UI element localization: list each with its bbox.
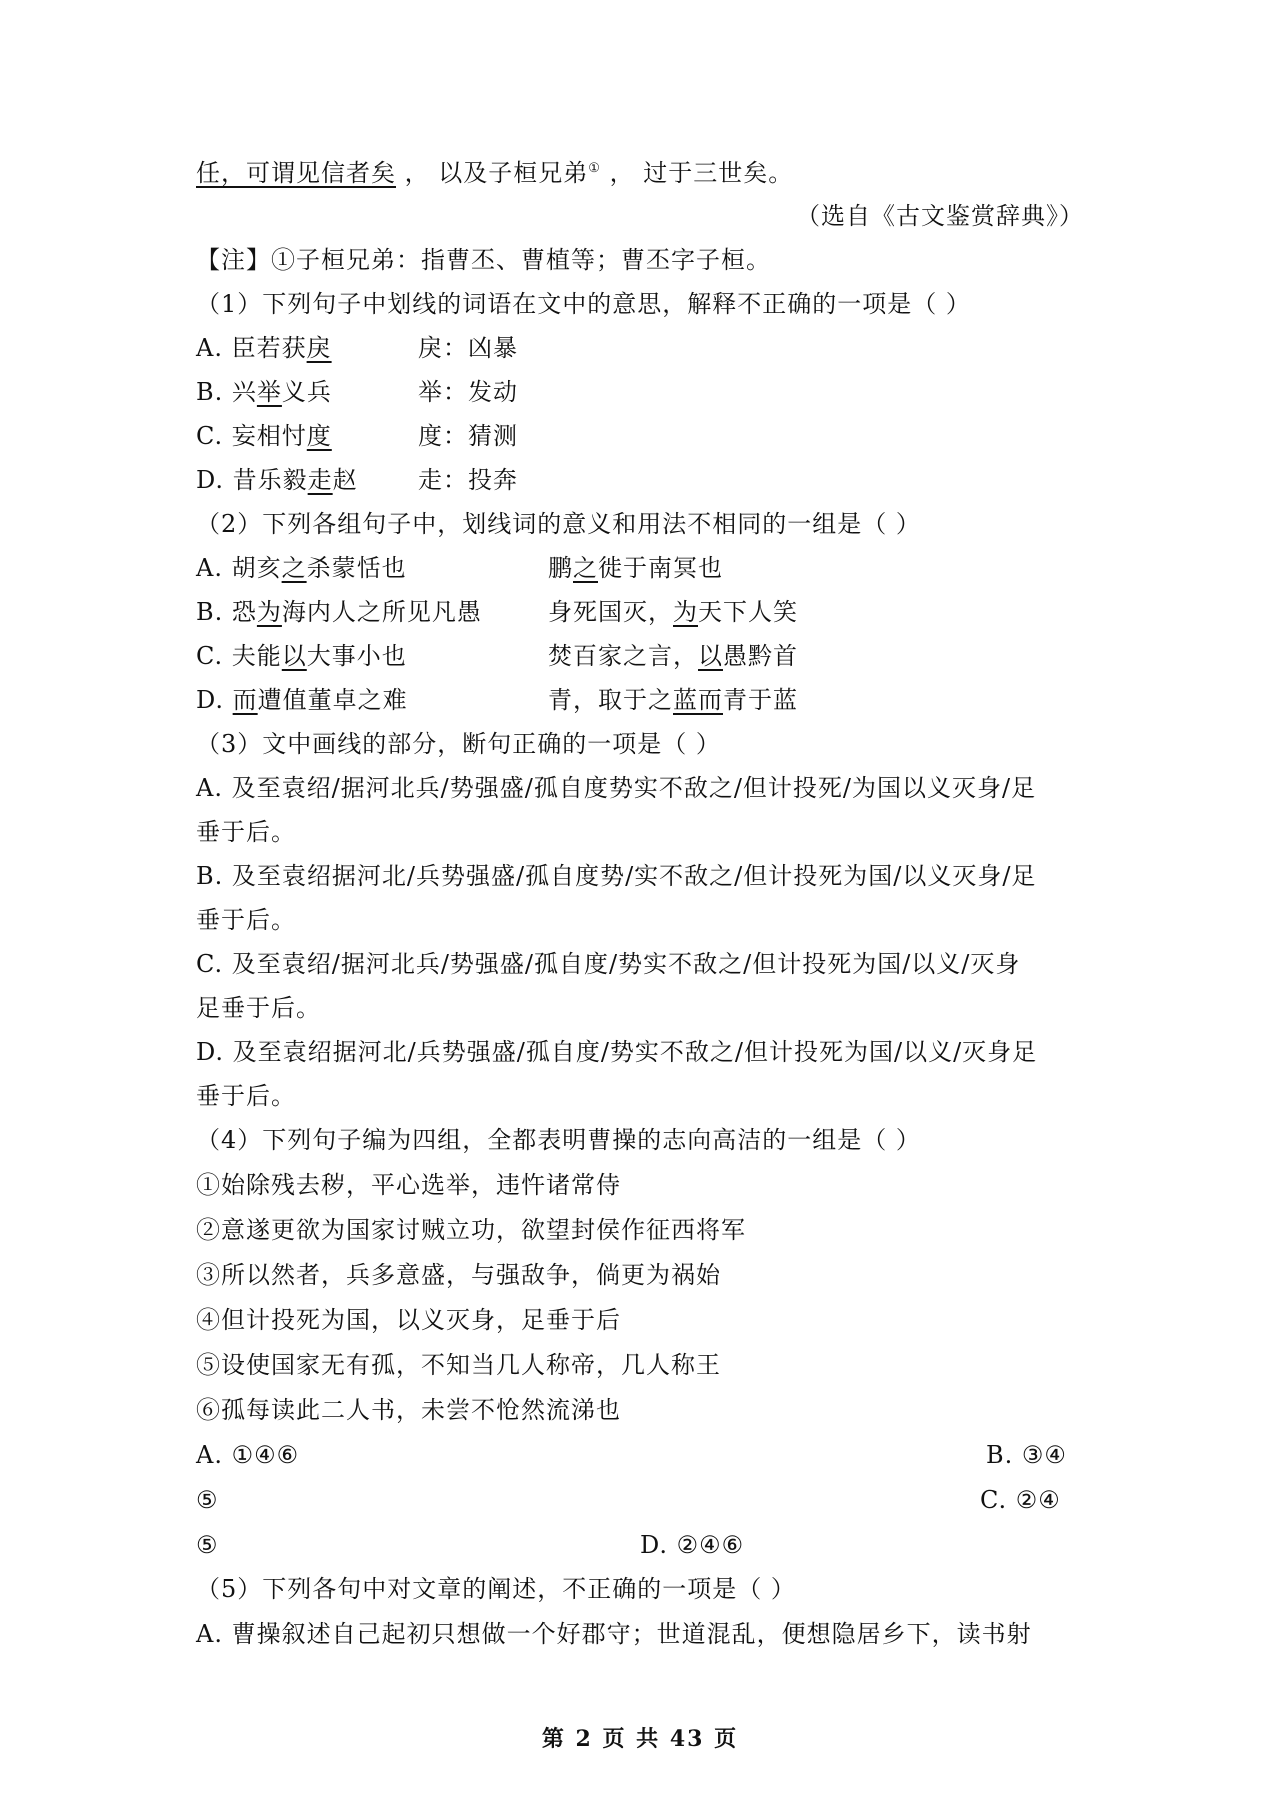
footnote-marker: ① [588, 161, 601, 176]
q3-option-b-line1: B. 及至袁绍据河北/兵势强盛/孤自度势/实不敌之/但计投死为国/以义灭身/足 [196, 862, 1037, 890]
underlined-passage-text: 任，可谓见信者矣 [196, 159, 396, 187]
page-number-footer: 第 2 页 共 43 页 [541, 1726, 739, 1752]
q3-option-a-line2: 垂于后。 [196, 818, 296, 846]
q4-item: ①始除残去秽，平心选举，违忤诸常侍 [196, 1171, 621, 1199]
q2-option-d: D. 而遭值董卓之难 青，取于之蓝而青于蓝 [196, 686, 798, 714]
q2-option-b: B. 恐为海内人之所见凡愚 身死国灭，为天下人笑 [196, 598, 798, 626]
question-4-stem: （4）下列句子编为四组，全都表明曹操的志向高洁的一组是（ ） [196, 1126, 921, 1154]
q2-option-a: A. 胡亥之杀蒙恬也 鹏之徙于南冥也 [196, 554, 723, 582]
q4-item: ⑥孤每读此二人书，未尝不怆然流涕也 [196, 1396, 621, 1424]
q4-options-row2: ⑤ C. ②④ [196, 1483, 1096, 1517]
passage-line: 任，可谓见信者矣 ， 以及子桓兄弟① ， 过于三世矣。 [196, 159, 794, 187]
q5-option-a: A. 曹操叙述自己起初只想做一个好郡守；世道混乱，便想隐居乡下，读书射 [196, 1620, 1032, 1648]
q3-option-c-line1: C. 及至袁绍/据河北兵/势强盛/孤自度/势实不敌之/但计投死为国/以义/灭身 [196, 950, 1021, 978]
q4-item: ⑤设使国家无有孤，不知当几人称帝，几人称王 [196, 1351, 721, 1379]
q3-option-c-line2: 足垂于后。 [196, 994, 321, 1022]
question-5-stem: （5）下列各句中对文章的阐述，不正确的一项是（ ） [196, 1575, 796, 1603]
q4-item: ②意遂更欲为国家讨贼立功，欲望封侯作征西将军 [196, 1216, 746, 1244]
question-1-stem: （1）下列句子中划线的词语在文中的意思，解释不正确的一项是（ ） [196, 290, 971, 318]
q2-option-c: C. 夫能以大事小也 焚百家之言，以愚黔首 [196, 642, 798, 670]
q3-option-d-line2: 垂于后。 [196, 1082, 296, 1110]
q3-option-a-line1: A. 及至袁绍/据河北兵/势强盛/孤自度势实不敌之/但计投死/为国以义灭身/足 [196, 774, 1037, 802]
q4-option-c: C. ②④ [980, 1486, 1061, 1514]
q3-option-d-line1: D. 及至袁绍据河北/兵势强盛/孤自度/势实不敌之/但计投死为国/以义/灭身足 [196, 1038, 1038, 1066]
q1-option-a: A. 臣若获戾 戾：凶暴 [196, 334, 518, 362]
footnote: 【注】①子桓兄弟：指曹丕、曹植等；曹丕字子桓。 [196, 246, 771, 274]
q3-option-b-line2: 垂于后。 [196, 906, 296, 934]
q1-option-b: B. 兴举义兵 举：发动 [196, 378, 518, 406]
q4-item: ④但计投死为国，以义灭身，足垂于后 [196, 1306, 621, 1334]
question-3-stem: （3）文中画线的部分，断句正确的一项是（ ） [196, 730, 721, 758]
source-citation: （选自《古文鉴赏辞典》） [796, 202, 1084, 230]
question-2-stem: （2）下列各组句子中，划线词的意义和用法不相同的一组是（ ） [196, 510, 921, 538]
q4-option-d: D. ②④⑥ [640, 1531, 745, 1559]
q1-option-c: C. 妄相忖度 度：猜测 [196, 422, 518, 450]
q4-options-row1 [196, 1438, 1096, 1472]
q1-option-d: D. 昔乐毅走赵 走：投奔 [196, 466, 518, 494]
q4-option-b: B. ③④ [986, 1441, 1067, 1469]
q4-options-row3: ⑤ D. ②④⑥ [196, 1528, 1096, 1562]
q4-item: ③所以然者，兵多意盛，与强敌争，倘更为祸始 [196, 1261, 721, 1289]
q4-option-a: A. ①④⑥ [196, 1441, 300, 1469]
